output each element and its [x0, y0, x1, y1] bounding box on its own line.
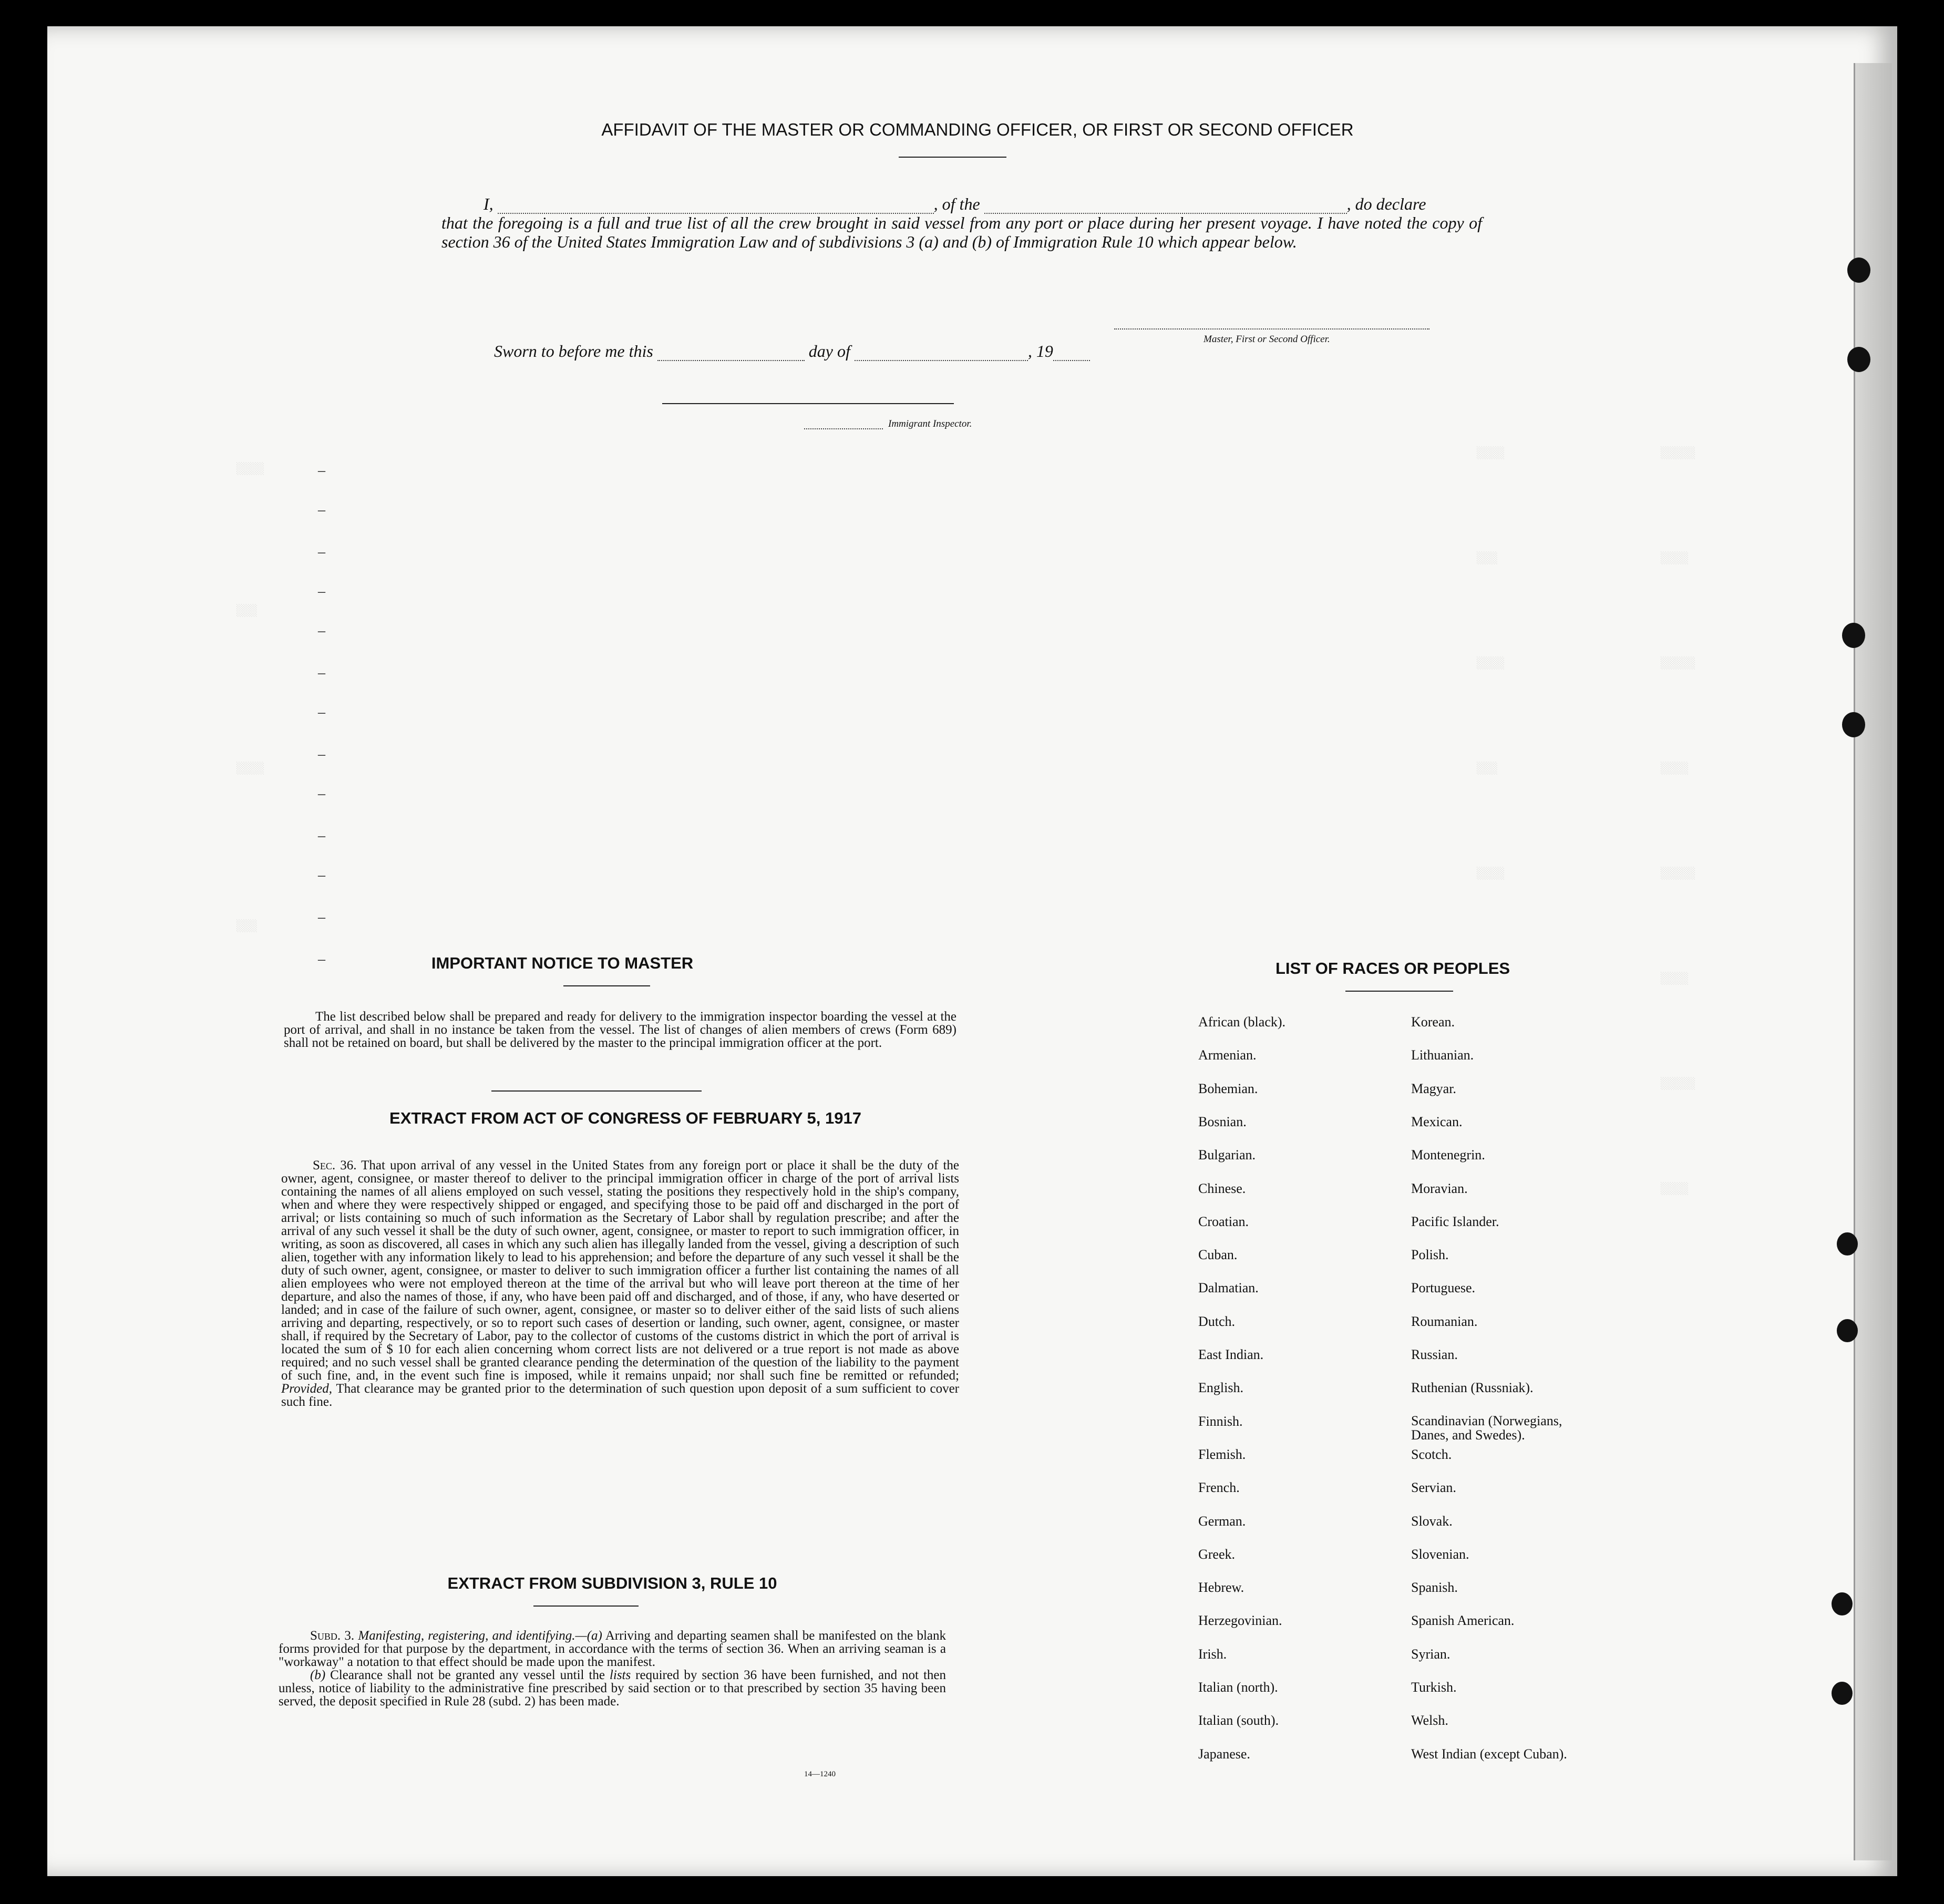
race-item: Slovenian.	[1411, 1546, 1469, 1562]
race-item: Herzegovinian.	[1198, 1613, 1282, 1629]
race-item: Scandinavian (Norwegians, Danes, and Swedes).	[1411, 1413, 1562, 1443]
race-item: Bohemian.	[1198, 1080, 1258, 1096]
affidavit-first-line	[462, 194, 1519, 214]
bleed-through: ░░░░	[1477, 867, 1505, 880]
sec-label: Sec. 36.	[313, 1158, 357, 1172]
stray-mark: –	[318, 583, 325, 600]
document-page	[47, 26, 1897, 1876]
bleed-through: ░░░	[1477, 552, 1498, 565]
vessel-field[interactable]	[984, 197, 1347, 214]
sec-36-text-end: That clearance may be granted prior to the determination of such question upon deposit of a sum sufficient to cover such fine.	[281, 1382, 959, 1409]
provided-label: Provided,	[281, 1382, 332, 1396]
stray-mark: –	[318, 544, 325, 560]
rule-underline	[533, 1605, 639, 1607]
race-item: Dalmatian.	[1198, 1280, 1259, 1296]
race-item: Italian (north).	[1198, 1680, 1278, 1695]
binder-hole	[1832, 1682, 1853, 1705]
race-item: Welsh.	[1411, 1713, 1448, 1728]
race-item: Greek.	[1198, 1546, 1236, 1562]
race-item: Slovak.	[1411, 1513, 1453, 1529]
notice-divider	[491, 1090, 702, 1092]
bleed-through: ░░░	[236, 604, 258, 617]
race-item: Turkish.	[1411, 1680, 1457, 1695]
affidavit-body: that the foregoing is a full and true list of all the crew brought in said vessel from any port or place during her present voyage. I have noted the copy of section 36 of the United States Immigration Law and of subdivisions 3 (a) and (b) of Immigration Rule 10 which appear below.	[441, 213, 1482, 251]
stray-mark: –	[318, 746, 325, 763]
race-item: Polish.	[1411, 1247, 1449, 1263]
para-b-text-2: required by section 36 have been furnished, and not then unless, notice of liability to the administrative fine prescribed by said section or to that prescribed by section 35 having been served, the deposit specified in Rule 28 (subd. 2) has been made.	[279, 1668, 946, 1709]
extract-act-title: EXTRACT FROM ACT OF CONGRESS OF FEBRUARY 5, 1917	[389, 1109, 861, 1127]
stray-mark: –	[318, 828, 325, 844]
race-item: Hebrew.	[1198, 1580, 1244, 1596]
stray-mark: –	[318, 867, 325, 883]
sec-36-text: That upon arrival of any vessel in the United States from any foreign port or place it shall be the duty of the owner, agent, consignee, or master thereof to deliver to the principal immigration officer in charge of the port of arrival lists containing the names of all aliens employed on such vessel, stating the positions they respectively hold in the ship's company, when and where they were respectively shipped or engaged, and specifying those to be paid off and discharged in the port of arrival; or lists containing so much of such information as the Secretary of Labor shall by regulation prescribe; and after the arrival of any such vessel it shall be the duty of such owner, agent, consignee, or master to report to such immigration officer, in writing, as soon as discovered, all cases in which any such alien has illegally landed from the vessel, giving a description of such alien, together with any information likely to lead to his apprehension; and before the departure of any such vessel it shall be the duty of such owner, agent, consignee, or master to deliver to such immigration officer a further list containing the names of all alien employees who were not employed thereon at the time of the arrival but who will leave port thereon at the time of her departure, and also the names of those, if any, who have been paid off and discharged, and of those, if any, who have deserted or landed; and in case of the failure of such owner, agent, consignee, or master so to deliver either of the said lists of such aliens arriving and departing, respectively, or so to report such cases of desertion or landing, such owner, agent, consignee, or master shall, if required by the Secretary of Labor, pay to the collector of customs of the customs district in which the port of arrival is located the sum of $ 10 for each alien concerning whom correct lists are not delivered or a true report is not made as above required; and no such vessel shall be granted clearance pending the determination of the question of the liability to the payment of such fine, and, in the event such fine is imposed, while it remains unpaid; nor shall such fine be remitted or refunded;	[281, 1158, 959, 1383]
bleed-through: ░░░░	[1661, 972, 1689, 985]
race-item: French.	[1198, 1480, 1240, 1496]
stray-mark: –	[318, 623, 325, 639]
subd-label: Subd. 3.	[310, 1629, 355, 1643]
race-item: Finnish.	[1198, 1413, 1243, 1429]
race-item: Korean.	[1411, 1014, 1455, 1030]
race-item: Dutch.	[1198, 1313, 1236, 1329]
bleed-through: ░░░░	[1477, 447, 1505, 460]
binder-hole	[1847, 258, 1870, 283]
binder-hole	[1837, 1319, 1858, 1342]
binder-hole	[1847, 347, 1870, 372]
race-item: Japanese.	[1198, 1746, 1250, 1762]
stray-mark: –	[318, 502, 325, 518]
of-the-label: , of the	[933, 194, 980, 213]
inspector-line[interactable]	[662, 403, 954, 404]
page-edge	[1854, 63, 1892, 1860]
race-item: Servian.	[1411, 1480, 1456, 1496]
title-underline	[899, 157, 1006, 158]
race-item: Chinese.	[1198, 1180, 1246, 1196]
race-item: Croatian.	[1198, 1213, 1249, 1229]
notice-underline	[563, 985, 650, 986]
para-b-text-1: Clearance shall not be granted any vessel until the	[330, 1668, 605, 1682]
race-item: Bosnian.	[1198, 1114, 1247, 1129]
stray-mark: –	[318, 951, 325, 968]
bleed-through: ░░░	[1477, 762, 1498, 775]
race-item: West Indian (except Cuban).	[1411, 1746, 1567, 1762]
race-item: Cuban.	[1198, 1247, 1238, 1263]
para-a-text: Arriving and departing seamen shall be manifested on the blank forms provided for that purpose by the department, in accordance with the terms of section 36. When an arriving seaman is a "workaway" a notation to that effect should be made upon the manifest.	[279, 1629, 946, 1669]
bleed-through: ░░░░	[1661, 762, 1689, 775]
stray-mark: –	[318, 462, 325, 479]
name-field[interactable]	[498, 197, 934, 214]
race-item: Montenegrin.	[1411, 1147, 1485, 1163]
race-item: Roumanian.	[1411, 1313, 1478, 1329]
inspector-dotted-line	[804, 428, 883, 429]
bleed-through: ░░░	[236, 920, 258, 933]
sworn-label: Sworn to before me this	[494, 342, 653, 361]
stray-mark: –	[318, 909, 325, 925]
stray-mark: –	[318, 786, 325, 802]
race-item: Armenian.	[1198, 1047, 1257, 1063]
bleed-through: ░░░░	[1477, 657, 1505, 670]
inspector-caption: Immigrant Inspector.	[888, 418, 972, 429]
race-item: Pacific Islander.	[1411, 1213, 1499, 1229]
race-item: Scotch.	[1411, 1446, 1452, 1462]
bleed-through: ░░░░	[1661, 552, 1689, 565]
bleed-through: ░░░░░	[1661, 657, 1696, 670]
b-label: (b)	[310, 1668, 326, 1682]
bleed-through: ░░░░░	[1661, 1077, 1696, 1090]
race-item: Syrian.	[1411, 1646, 1451, 1662]
i-label: I,	[484, 194, 493, 213]
signature-line[interactable]	[1114, 328, 1429, 330]
race-item: Ruthenian (Russniak).	[1411, 1380, 1534, 1396]
bleed-through: ░░░░	[236, 762, 264, 775]
year-prefix: , 19	[1027, 342, 1053, 361]
binder-hole	[1842, 712, 1865, 737]
notice-title: IMPORTANT NOTICE TO MASTER	[431, 954, 694, 972]
race-item: Spanish American.	[1411, 1613, 1515, 1629]
lists-word: lists	[609, 1668, 631, 1682]
form-number: 14—1240	[804, 1770, 836, 1778]
signature-caption: Master, First or Second Officer.	[1204, 334, 1330, 345]
race-item: Flemish.	[1198, 1446, 1246, 1462]
extract-rule-title: EXTRACT FROM SUBDIVISION 3, RULE 10	[447, 1574, 777, 1592]
bleed-through: ░░░░	[236, 462, 264, 476]
sworn-line	[494, 342, 1090, 361]
race-item: German.	[1198, 1513, 1246, 1529]
race-item: Irish.	[1198, 1646, 1227, 1662]
sworn-day-field[interactable]	[657, 344, 805, 361]
binder-hole	[1832, 1592, 1853, 1615]
sworn-month-field[interactable]	[855, 344, 1028, 361]
binder-hole	[1842, 623, 1865, 648]
rule-para-b	[279, 1669, 946, 1708]
races-title: LIST OF RACES OR PEOPLES	[1275, 959, 1510, 977]
affidavit-title: AFFIDAVIT OF THE MASTER OR COMMANDING OFFICER, OR FIRST OR SECOND OFFICER	[601, 120, 1354, 139]
bleed-through: ░░░░░	[1661, 867, 1696, 880]
notice-body: The list described below shall be prepared and ready for delivery to the immigration inspector boarding the vessel at the port of arrival, and shall in no instance be taken from the vessel. The list of changes of alien members of crews (Form 689) shall not be retained on board, but shall be delivered by the master to the principal immigration officer at the port.	[284, 1010, 956, 1050]
race-item: Portuguese.	[1411, 1280, 1476, 1296]
bleed-through: ░░░░	[1661, 1182, 1689, 1196]
binder-hole	[1837, 1232, 1858, 1255]
extract-act-body	[281, 1159, 959, 1408]
race-item: Magyar.	[1411, 1080, 1456, 1096]
do-declare-label: , do declare	[1346, 194, 1426, 213]
bleed-through: ░░░░░	[1661, 447, 1696, 460]
race-item: Spanish.	[1411, 1580, 1458, 1596]
sworn-year-field[interactable]	[1053, 344, 1090, 361]
extract-rule-body	[279, 1629, 946, 1708]
race-item: Italian (south).	[1198, 1713, 1279, 1728]
stray-mark: –	[318, 665, 325, 681]
race-item: English.	[1198, 1380, 1243, 1396]
races-underline	[1345, 991, 1453, 992]
race-item: African (black).	[1198, 1014, 1286, 1030]
race-item: Lithuanian.	[1411, 1047, 1474, 1063]
race-item: East Indian.	[1198, 1347, 1264, 1362]
subd-heading: Manifesting, registering, and identifying.—(a)	[358, 1629, 602, 1643]
race-item: Russian.	[1411, 1347, 1458, 1362]
race-item: Bulgarian.	[1198, 1147, 1256, 1163]
stray-mark: –	[318, 704, 325, 721]
rule-para-a	[279, 1629, 946, 1669]
race-item: Moravian.	[1411, 1180, 1468, 1196]
day-of-label: day of	[808, 342, 850, 361]
race-item: Mexican.	[1411, 1114, 1463, 1129]
